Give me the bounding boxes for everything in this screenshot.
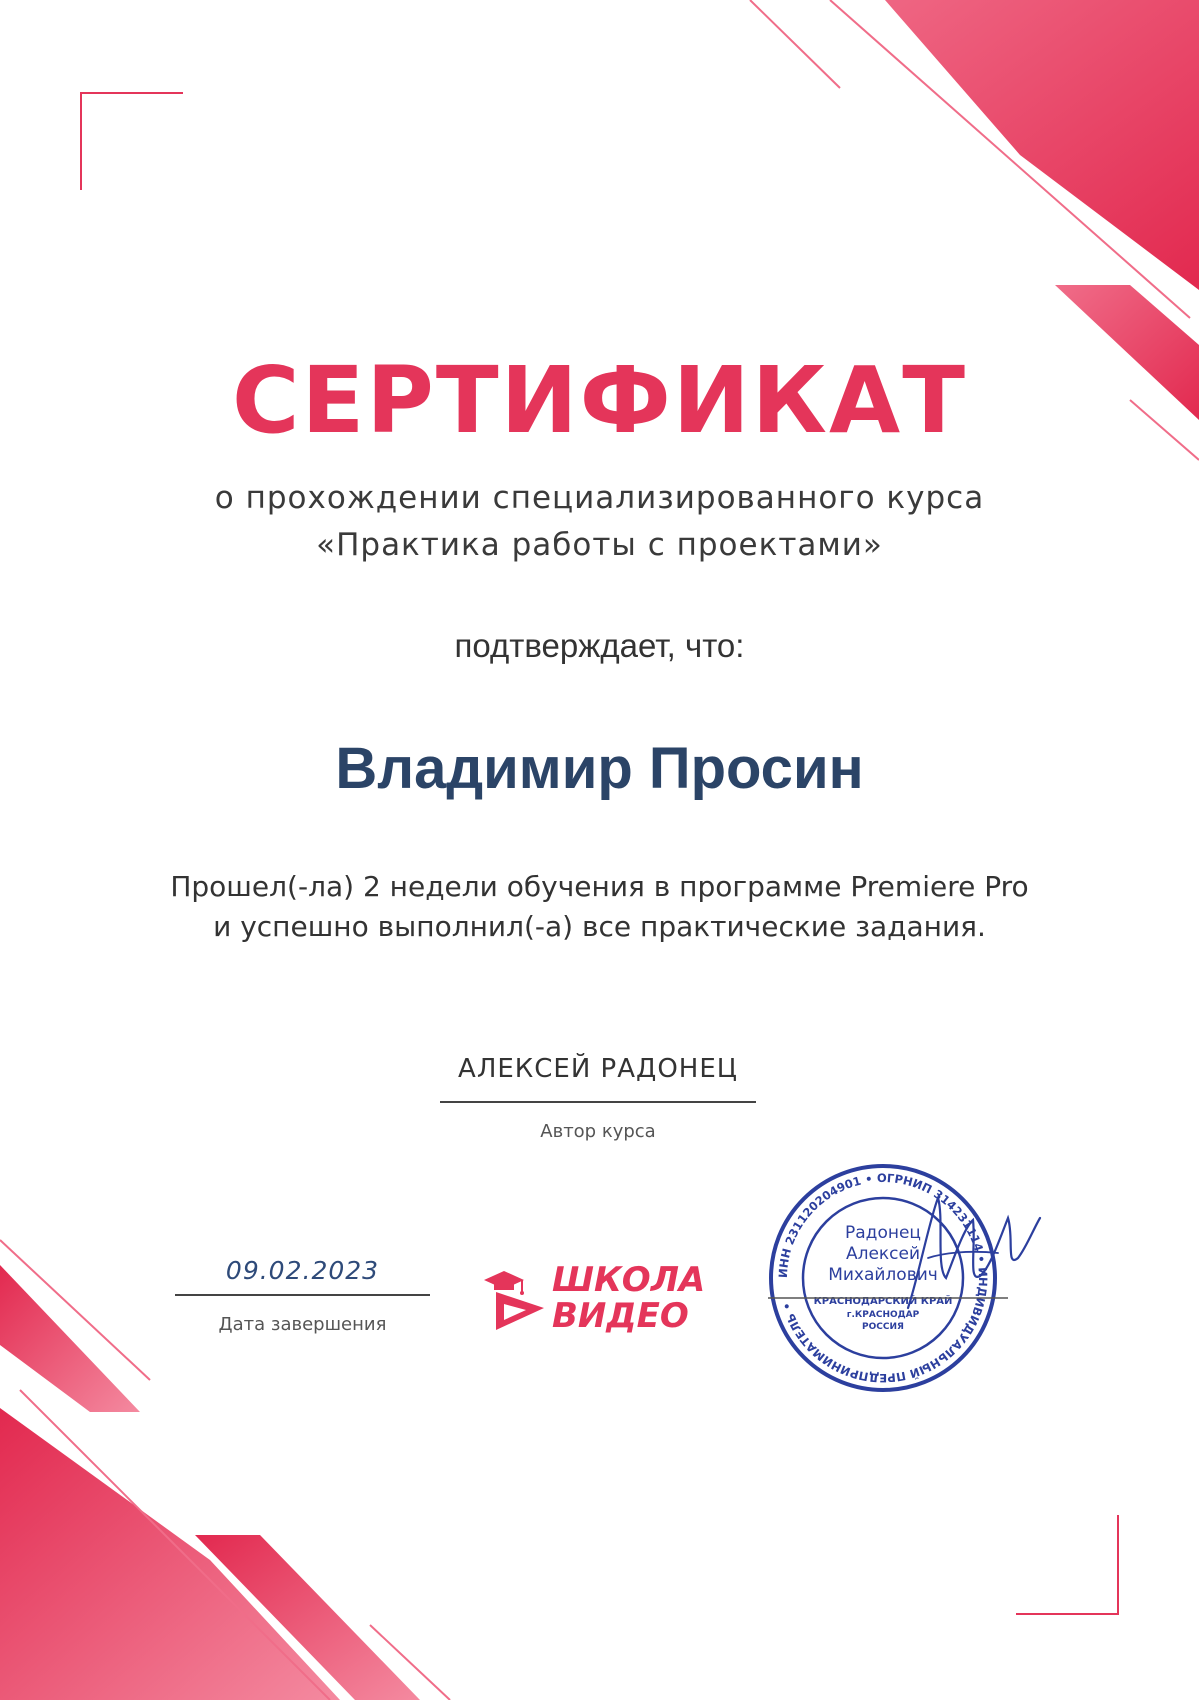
stamp-ring-text: ИНН 231120204901 • ОГРНИП 314231114 • ИНДИВИДУАЛЬНЫЙ ПРЕДПРИНИМАТЕЛЬ • <box>775 1170 991 1386</box>
stamp-name-line2: Алексей <box>845 1244 921 1264</box>
decor-stripe-top-right-1 <box>800 0 1199 290</box>
stamp-region-line1: КРАСНОДАРСКИЙ КРАЙ <box>813 1296 953 1307</box>
course-subtitle-line2: «Практика работы с проектами» <box>316 527 883 563</box>
logo-text-line1: ШКОЛА <box>552 1260 706 1300</box>
course-subtitle-line1: о прохождении специализированного курса <box>214 480 985 516</box>
completion-date: 09.02.2023 <box>225 1256 380 1285</box>
stamp-name-line3: Михайлович <box>828 1265 938 1285</box>
author-signature-line <box>440 1101 756 1103</box>
official-stamp <box>768 1158 1068 1398</box>
stamp-region-line2: г.КРАСНОДАР <box>846 1310 920 1320</box>
corner-bracket-bottom-right <box>1016 1515 1118 1614</box>
confirm-text: подтверждает, что: <box>454 627 745 664</box>
corner-bracket-top-left <box>81 93 183 190</box>
date-line <box>175 1294 430 1296</box>
description-line1: Прошел(-ла) 2 недели обучения в программе Premiere Pro <box>170 870 1029 903</box>
description-line2: и успешно выполнил(-а) все практические задания. <box>213 910 986 943</box>
logo-text-line2: ВИДЕО <box>552 1296 689 1336</box>
certificate-title: СЕРТИФИКАТ <box>232 347 967 454</box>
author-name: АЛЕКСЕЙ РАДОНЕЦ <box>458 1054 738 1084</box>
play-graduation-cap-icon <box>482 1262 552 1332</box>
decor-stripe-bottom-left-2 <box>0 1408 340 1700</box>
stamp-name-line1: Радонец <box>845 1223 921 1243</box>
date-caption: Дата завершения <box>218 1314 387 1335</box>
school-logo <box>482 1260 706 1340</box>
recipient-name: Владимир Просин <box>335 736 864 801</box>
author-caption: Автор курса <box>540 1121 656 1142</box>
stamp-region-line3: РОССИЯ <box>862 1322 904 1332</box>
